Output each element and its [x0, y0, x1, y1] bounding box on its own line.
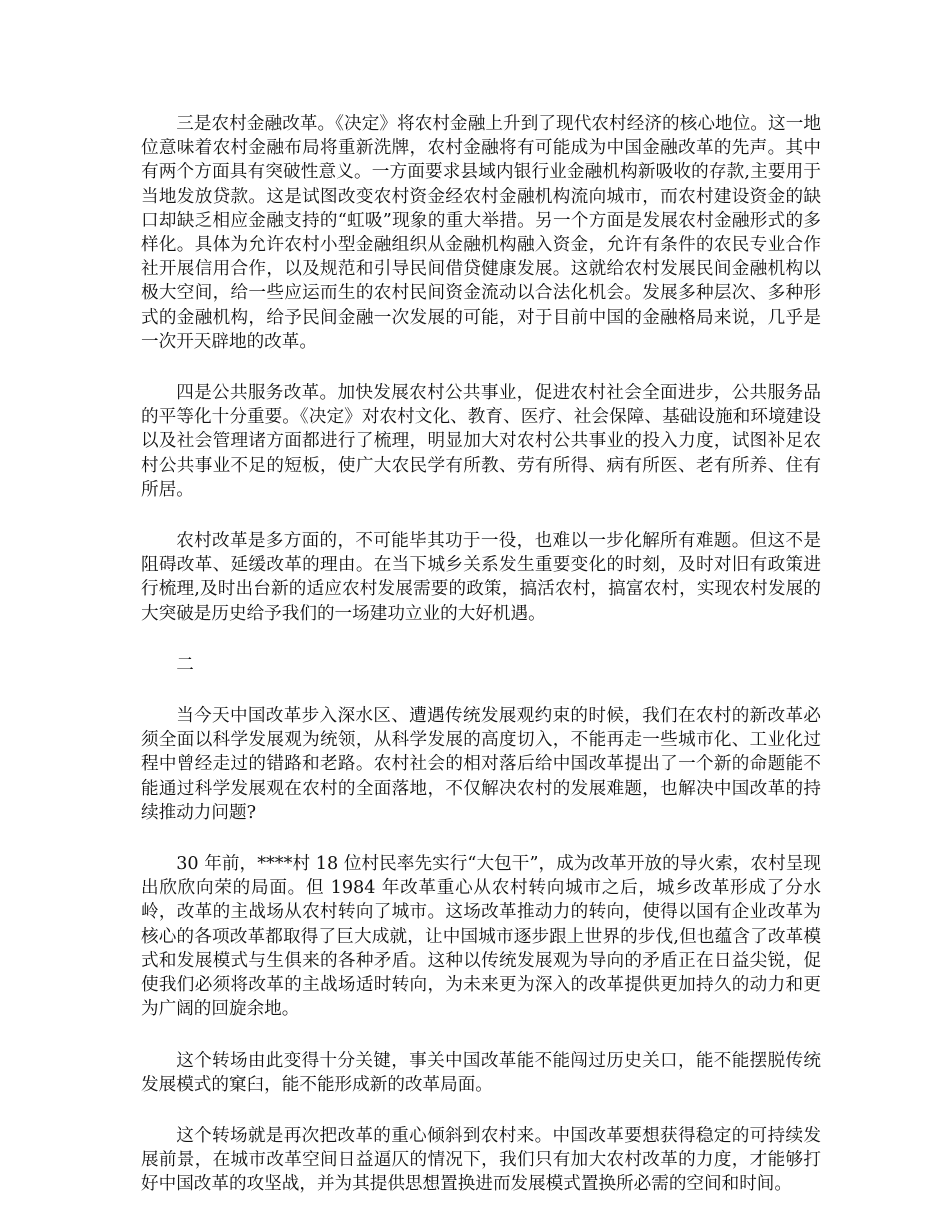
paragraph-shift-to-rural: 这个转场就是再次把改革的重心倾斜到农村来。中国改革要想获得稳定的可持续发展前景，在城市改革空间日益逼仄的情况下，我们只有加大农村改革的力度，才能够打好中国改革的攻坚战，并为其提供思想置换进而发展模式置换所必需的空间和时间。 [141, 1125, 821, 1195]
document-body [141, 112, 821, 1224]
paragraph-key-transition: 这个转场由此变得十分关键，事关中国改革能不能闯过历史关口，能不能摆脱传统发展模式的窠臼，能不能形成新的改革局面。 [141, 1050, 821, 1095]
paragraph-scientific-development: 当今天中国改革步入深水区、遭遇传统发展观约束的时候，我们在农村的新改革必须全面以科学发展观为统领，从科学发展的高度切入，不能再走一些城市化、工业化过程中曾经走过的错路和老路。农村社会的相对落后给中国改革提出了一个新的命题能不能通过科学发展观在农村的全面落地，不仅解决农村的发展难题，也解决中国改革的持续推动力问题? [141, 706, 821, 823]
paragraph-thirty-years-ago: 30 年前，****村 18 位村民率先实行“大包干”，成为改革开放的导火索，农村呈现出欣欣向荣的局面。但 1984 年改革重心从农村转向城市之后，城乡改革形成了分水岭，改革的主战场从农村转向了城市。这场改革推动力的转向，使得以国有企业改革为核心的各项改革都取得了巨大成就，让中国城市逐步跟上世界的步伐,但也蕴含了改革模式和发展模式与生俱来的各种矛盾。这种以传统发展观为导向的矛盾正在日益尖锐，促使我们必须将改革的主战场适时转向，为未来更为深入的改革提供更加持久的动力和更为广阔的回旋余地。 [141, 854, 821, 1020]
section-number: 二 [176, 654, 194, 675]
paragraph-rural-finance: 三是农村金融改革。《决定》将农村金融上升到了现代农村经济的核心地位。这一地位意味着农村金融布局将重新洗牌，农村金融将有可能成为中国金融改革的先声。其中有两个方面具有突破性意义。一方面要求县域内银行业金融机构新吸收的存款,主要用于当地发放贷款。这是试图改变农村资金经农村金融机构流向城市，而农村建设资金的缺口却缺乏相应金融支持的“虹吸”现象的重大举措。另一个方面是发展农村金融形式的多样化。具体为允许农村小型金融组织从金融机构融入资金，允许有条件的农民专业合作社开展信用合作，以及规范和引导民间借贷健康发展。这就给农村发展民间金融机构以极大空间，给一些应运而生的农村民间资金流动以合法化机会。发展多种层次、多种形式的金融机构，给予民间金融一次发展的可能，对于目前中国的金融格局来说，几乎是一次开天辟地的改革。 [141, 114, 821, 352]
paragraph-public-services: 四是公共服务改革。加快发展农村公共事业，促进农村社会全面进步，公共服务品的平等化十分重要。《决定》对农村文化、教育、医疗、社会保障、基础设施和环境建设以及社会管理诸方面都进行了梳理，明显加大对农村公共事业的投入力度，试图补足农村公共事业不足的短板，使广大农民学有所教、劳有所得、病有所医、老有所养、住有所居。 [141, 383, 821, 500]
paragraph-reform-opportunity: 农村改革是多方面的，不可能毕其功于一役，也难以一步化解所有难题。但这不是阻碍改革、延缓改革的理由。在当下城乡关系发生重要变化的时刻，及时对旧有政策进行梳理,及时出台新的适应农村发展需要的政策，搞活农村，搞富农村，实现农村发展的大突破是历史给予我们的一场建功立业的大好机遇。 [141, 531, 821, 624]
